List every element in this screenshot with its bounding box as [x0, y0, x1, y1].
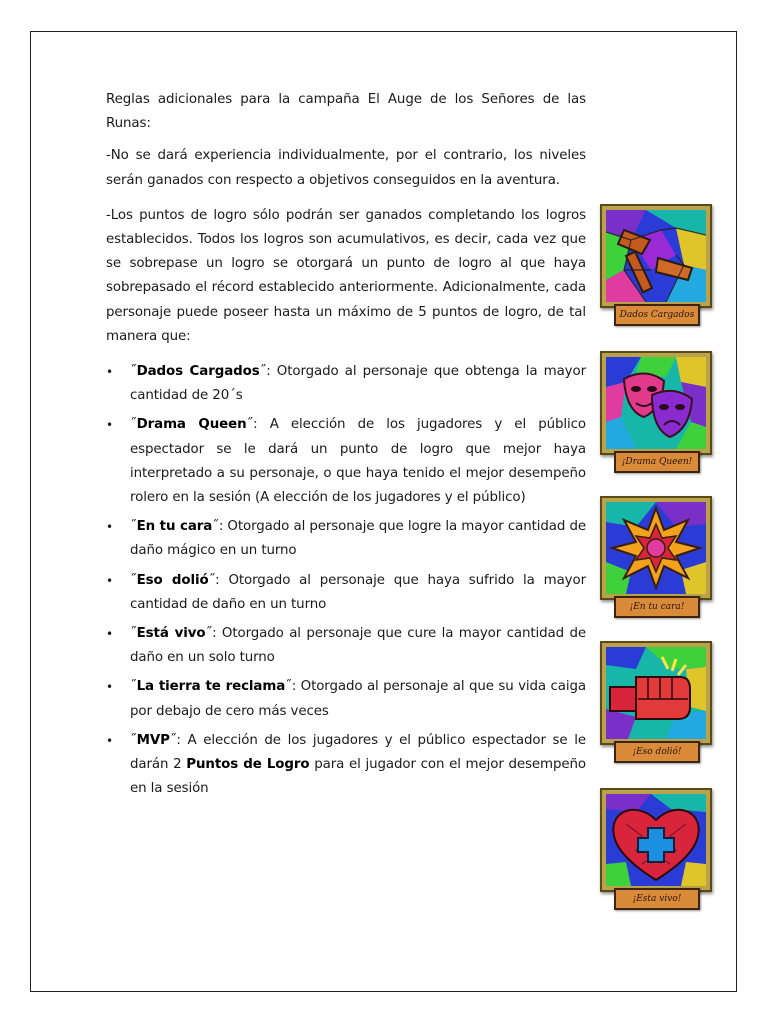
- heart-cross-icon: [606, 794, 706, 886]
- badge-dados-cargados: [598, 204, 716, 331]
- bullet: •: [106, 520, 113, 535]
- bullet: •: [106, 573, 113, 588]
- achievement-name: Drama Queen: [136, 417, 247, 433]
- badge-label: Dados Cargados: [614, 304, 700, 326]
- dice-icon: [606, 210, 706, 302]
- experience-paragraph: -No se dará experiencia individualmente, por el contrario, los niveles serán ganados con respecto a objetivos conseguidos en la aventura.: [106, 148, 586, 188]
- badge-label: ¡Eso dolió!: [614, 741, 700, 763]
- achievements-list: [106, 360, 586, 801]
- list-item: • ˝En tu cara˝: Otorgado al personaje que logre la mayor cantidad de daño mágico en un turno: [106, 515, 586, 563]
- achievement-name: MVP: [136, 732, 170, 748]
- list-item: • ˝Eso dolió˝: Otorgado al personaje que haya sufrido la mayor cantidad de daño en un turno: [106, 569, 586, 617]
- achievement-name: Está vivo: [136, 626, 206, 642]
- list-item: • ˝MVP˝: A elección de los jugadores y el público espectador se le darán 2 Puntos de Logro para el jugador con el mejor desempeño en la sesión: [106, 729, 586, 802]
- bullet: •: [106, 418, 113, 433]
- badge-label: ¡Esta vivo!: [614, 888, 700, 910]
- achievement-name: En tu cara: [136, 519, 213, 535]
- achievement-name: Eso dolió: [136, 572, 209, 588]
- document-body: [106, 88, 586, 806]
- badge-eso-dolio: [598, 641, 716, 768]
- list-item: • ˝La tierra te reclama˝: Otorgado al personaje al que su vida caiga por debajo de cero más veces: [106, 675, 586, 723]
- intro-paragraph: Reglas adicionales para la campaña El Auge de los Señores de las Runas:: [106, 92, 586, 132]
- badge-en-tu-cara: [598, 496, 716, 623]
- points-paragraph: -Los puntos de logro sólo podrán ser ganados completando los logros establecidos. Todos los logros son acumulativos, es decir, cada vez que se sobrepase un logro se otorgará un punto de logro al que haya sobrepasado el récord establecido anteriormente. Adicionalmente, cada personaje puede poseer hasta un máximo de 5 puntos de logro, de tal manera que:: [106, 207, 586, 344]
- badge-label: ¡Drama Queen!: [614, 451, 700, 473]
- badge-drama-queen: [598, 351, 716, 478]
- list-item: • ˝Drama Queen˝: A elección de los jugadores y el público espectador se le dará un punto de logro que mejor haya interpretado a su personaje, o que haya tenido el mejor desempeño rolero en la sesión (A elección de los jugadores y el público): [106, 413, 586, 510]
- achievement-name: Dados Cargados: [136, 364, 260, 380]
- bullet: •: [106, 365, 113, 380]
- explosion-icon: [606, 502, 706, 594]
- badge-esta-vivo: [598, 788, 716, 915]
- drama-masks-icon: [606, 357, 706, 449]
- badge-label: ¡En tu cara!: [614, 596, 700, 618]
- list-item: • ˝Está vivo˝: Otorgado al personaje que cure la mayor cantidad de daño en un solo turno: [106, 622, 586, 670]
- bullet: •: [106, 627, 113, 642]
- points-emphasis: Puntos de Logro: [186, 757, 310, 773]
- bullet: •: [106, 733, 113, 748]
- achievement-name: La tierra te reclama: [136, 679, 286, 695]
- bullet: •: [106, 680, 113, 695]
- list-item: • ˝Dados Cargados˝: Otorgado al personaje que obtenga la mayor cantidad de 20´s: [106, 360, 586, 408]
- fist-icon: [606, 647, 706, 739]
